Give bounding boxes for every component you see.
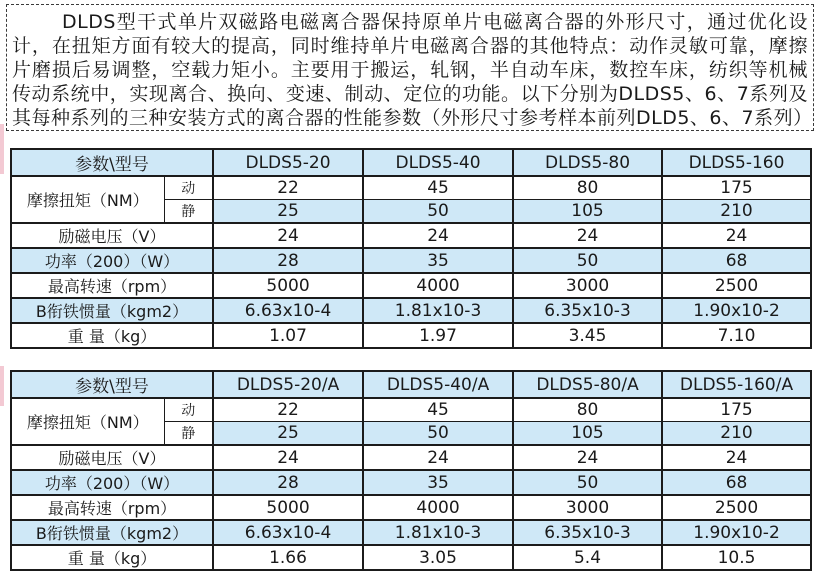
value-cell: 175: [662, 398, 811, 422]
value-cell: 80: [513, 398, 662, 422]
value-cell: 25: [213, 200, 363, 224]
sub-label-dynamic: 动: [164, 176, 213, 200]
value-cell: 35: [363, 248, 513, 273]
value-cell: 1.81x10-3: [363, 298, 513, 323]
value-cell: 24: [213, 445, 363, 470]
value-cell: 1.90x10-2: [662, 520, 811, 545]
value-cell: 5000: [213, 273, 363, 298]
value-cell: 4000: [363, 273, 513, 298]
table-row-torque-dynamic: [11, 176, 811, 200]
spec-table-dlds5a-container: [10, 370, 812, 571]
model-header-cell: DLDS5-40/A: [363, 371, 513, 398]
value-cell: 50: [513, 470, 662, 495]
model-header-cell: DLDS5-40: [363, 149, 513, 176]
value-cell: 3.45: [513, 323, 662, 348]
row-label-voltage: 励磁电压（V）: [11, 445, 213, 470]
row-label-weight: 重 量（kg）: [11, 545, 213, 570]
value-cell: 175: [662, 176, 811, 200]
spec-table-dlds5-container: [10, 148, 812, 349]
param-header-cell: 参数\型号: [11, 149, 213, 176]
value-cell: 28: [213, 248, 363, 273]
row-label-weight: 重 量（kg）: [11, 323, 213, 348]
row-label-inertia: B衔铁惯量（kgm2）: [11, 298, 213, 323]
intro-paragraph: DLDS型干式单片双磁路电磁离合器保持原单片电磁离合器的外形尺寸，通过优化设计，在扭矩方面有较大的提高，同时维持单片电磁离合器的其他特点：动作灵敏可靠，摩擦片磨损后易调整，空载力矩小。主要用于搬运，轧钢，半自动车床，数控车床，纺织等机械传动系统中，实现离合、换向、变速、制动、定位的功能。以下分别为DLDS5、6、7系列及其每种系列的三种安装方式的离合器的性能参数（外形尺寸参考样本前列DLD5、6、7系列）: [12, 11, 813, 129]
row-label-power: 功率（200）（W）: [11, 470, 213, 495]
value-cell: 6.63x10-4: [213, 298, 363, 323]
value-cell: 6.63x10-4: [213, 520, 363, 545]
row-label-torque: 摩擦扭矩（NM）: [11, 398, 164, 445]
value-cell: 24: [363, 445, 513, 470]
model-header-cell: DLDS5-80: [513, 149, 662, 176]
value-cell: 25: [213, 422, 363, 446]
value-cell: 1.90x10-2: [662, 298, 811, 323]
value-cell: 2500: [662, 273, 811, 298]
value-cell: 24: [213, 223, 363, 248]
table-row-weight: [11, 323, 811, 348]
value-cell: 10.5: [662, 545, 811, 570]
table-row-max-speed: [11, 495, 811, 520]
value-cell: 24: [513, 223, 662, 248]
value-cell: 1.97: [363, 323, 513, 348]
value-cell: 28: [213, 470, 363, 495]
value-cell: 3.05: [363, 545, 513, 570]
value-cell: 5000: [213, 495, 363, 520]
value-cell: 5.4: [513, 545, 662, 570]
model-header-cell: DLDS5-160: [662, 149, 811, 176]
value-cell: 80: [513, 176, 662, 200]
sub-label-static: 静: [164, 200, 213, 224]
scan-edge-artifact: [0, 366, 4, 406]
value-cell: 22: [213, 176, 363, 200]
table-row-weight: [11, 545, 811, 570]
row-label-max-speed: 最高转速（rpm）: [11, 273, 213, 298]
row-label-voltage: 励磁电压（V）: [11, 223, 213, 248]
value-cell: 2500: [662, 495, 811, 520]
table-row-power: [11, 248, 811, 273]
value-cell: 210: [662, 200, 811, 224]
table-row-inertia: [11, 520, 811, 545]
value-cell: 24: [513, 445, 662, 470]
value-cell: 24: [363, 223, 513, 248]
value-cell: 45: [363, 398, 513, 422]
value-cell: 68: [662, 470, 811, 495]
spec-table-dlds5: [10, 148, 812, 349]
table-row-torque-dynamic: [11, 398, 811, 422]
value-cell: 210: [662, 422, 811, 446]
model-header-cell: DLDS5-20: [213, 149, 363, 176]
header-row: [11, 149, 811, 176]
value-cell: 105: [513, 422, 662, 446]
value-cell: 6.35x10-3: [513, 520, 662, 545]
value-cell: 50: [513, 248, 662, 273]
model-header-cell: DLDS5-80/A: [513, 371, 662, 398]
sub-label-static: 静: [164, 422, 213, 446]
value-cell: 3000: [513, 495, 662, 520]
header-row: [11, 371, 811, 398]
table-row-voltage: [11, 223, 811, 248]
value-cell: 6.35x10-3: [513, 298, 662, 323]
value-cell: 7.10: [662, 323, 811, 348]
value-cell: 24: [662, 445, 811, 470]
row-label-inertia: B衔铁惯量（kgm2）: [11, 520, 213, 545]
value-cell: 1.07: [213, 323, 363, 348]
sub-label-dynamic: 动: [164, 398, 213, 422]
value-cell: 3000: [513, 273, 662, 298]
table-row-power: [11, 470, 811, 495]
intro-dashed-box: [6, 4, 814, 131]
value-cell: 105: [513, 200, 662, 224]
row-label-torque: 摩擦扭矩（NM）: [11, 176, 164, 223]
model-header-cell: DLDS5-20/A: [213, 371, 363, 398]
row-label-power: 功率（200）（W）: [11, 248, 213, 273]
scan-edge-artifact: [0, 124, 4, 174]
value-cell: 68: [662, 248, 811, 273]
table-row-max-speed: [11, 273, 811, 298]
value-cell: 24: [662, 223, 811, 248]
value-cell: 22: [213, 398, 363, 422]
param-header-cell: 参数\型号: [11, 371, 213, 398]
value-cell: 35: [363, 470, 513, 495]
model-header-cell: DLDS5-160/A: [662, 371, 811, 398]
row-label-max-speed: 最高转速（rpm）: [11, 495, 213, 520]
value-cell: 50: [363, 200, 513, 224]
value-cell: 1.66: [213, 545, 363, 570]
value-cell: 50: [363, 422, 513, 446]
spec-table-dlds5a: [10, 370, 812, 571]
value-cell: 45: [363, 176, 513, 200]
value-cell: 4000: [363, 495, 513, 520]
table-row-inertia: [11, 298, 811, 323]
value-cell: 1.81x10-3: [363, 520, 513, 545]
table-row-voltage: [11, 445, 811, 470]
